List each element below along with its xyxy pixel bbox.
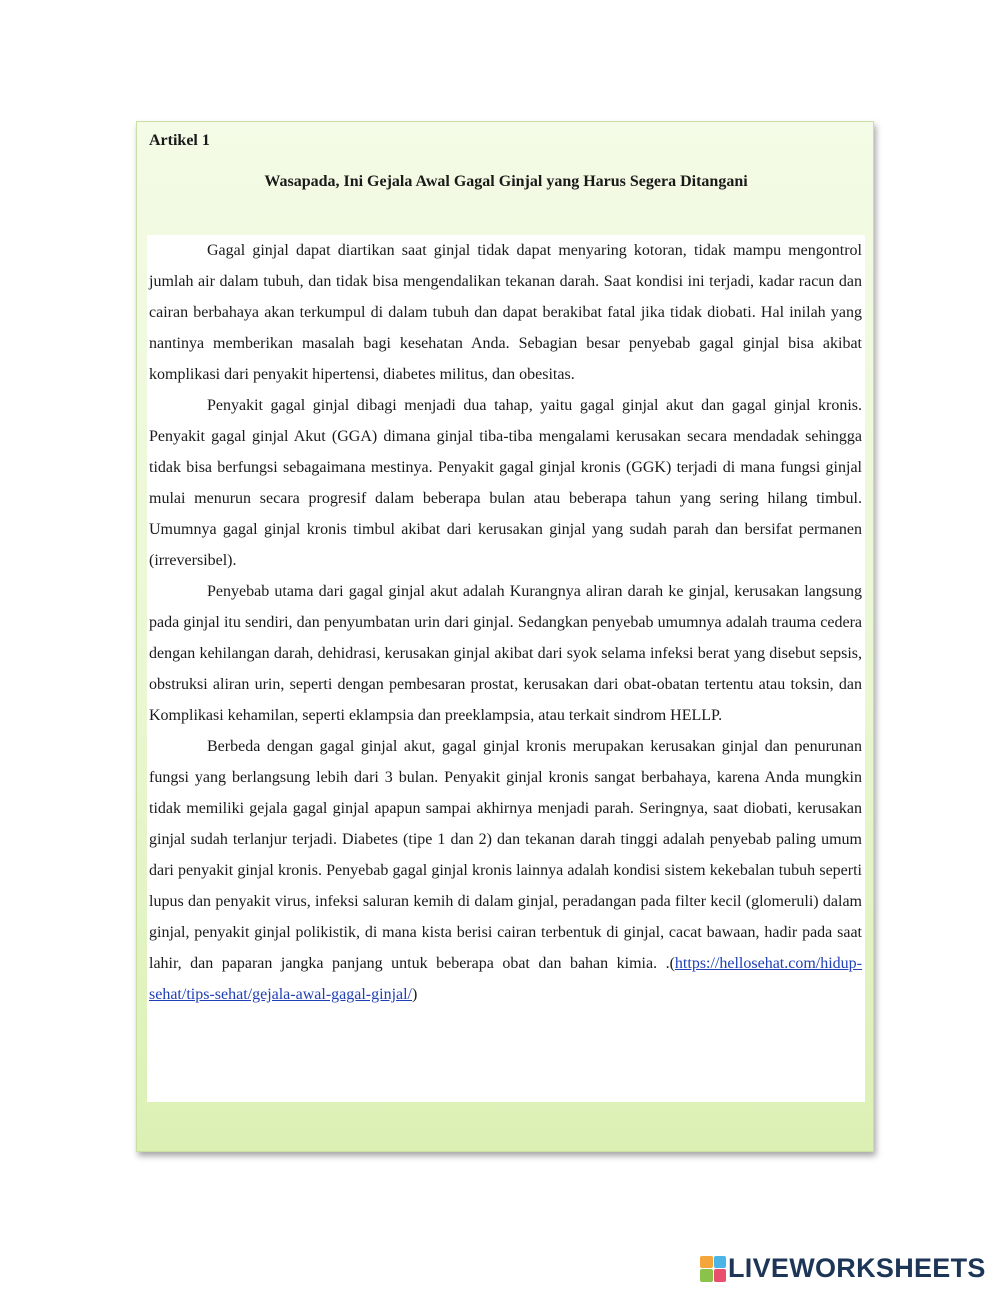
paragraph-2: Penyakit gagal ginjal dibagi menjadi dua tahap, yaitu gagal ginjal akut dan gagal ginjal kronis. Penyakit gagal ginjal Akut (GGA) dimana ginjal tiba-tiba mengalami kerusakan secara mendadak sehingga tidak bisa berfungsi sebagaimana mestinya. Penyakit gagal ginjal kronis (GGK) terjadi di mana fungsi ginjal mulai menurun secara progresif dalam beberapa bulan atau beberapa tahun yang sering hilang timbul. Umumnya gagal ginjal kronis timbul akibat dari kerusakan ginjal yang sudah parah dan bersifat permanen (irreversibel). [149,397,862,569]
brand-name: LIVEWORKSHEETS [728,1253,986,1283]
logo-square-blue [714,1256,727,1269]
paragraph-3: Penyebab utama dari gagal ginjal akut adalah Kurangnya aliran darah ke ginjal, kerusakan langsung pada ginjal itu sendiri, dan penyumbatan urin dari ginjal. Sedangkan penyebab umumnya adalah trauma cedera dengan kehilangan darah, dehidrasi, kerusakan ginjal akibat dari syok selama infeksi berat yang disebut sepsis, obstruksi aliran urin, seperti dengan pembesaran prostat, kerusakan dari obat-obatan tertentu atau toksin, dan Komplikasi kehamilan, seperti eklampsia dan preeklampsia, atau terkait sindrom HELLP. [149,583,862,724]
paragraph-4-text: Berbeda dengan gagal ginjal akut, gagal ginjal kronis merupakan kerusakan ginjal dan penurunan fungsi yang berlangsung lebih dari 3 bulan. Penyakit ginjal kronis sangat berbahaya, karena Anda mungkin tidak memiliki gejala gagal ginjal apapun sampai akhirnya menjadi parah. Seringnya, saat diobati, kerusakan ginjal sudah terlanjur terjadi. Diabetes (tipe 1 dan 2) dan tekanan darah tinggi adalah penyebab paling umum dari penyakit ginjal kronis. Penyebab gagal ginjal kronis lainnya adalah kondisi sistem kekebalan tubuh seperti lupus dan penyakit virus, infeksi saluran kemih di dalam ginjal, peradangan pada filter kecil (glomeruli) dalam ginjal, penyakit ginjal polikistik, di mana kista berisi cairan terbentuk di ginjal, cacat bawaan, hadir pada saat lahir, dan paparan jangka panjang untuk beberapa obat dan bahan kimia. [149,738,862,972]
source-prefix: .( [665,955,675,972]
logo-square-pink [714,1269,727,1282]
logo-square-orange [700,1256,713,1269]
liveworksheets-brand[interactable] [700,1253,986,1284]
article-body [147,235,865,1102]
source-suffix: ) [412,986,418,1003]
article-label: Artikel 1 [149,132,210,149]
article-card [136,121,874,1152]
logo-square-green [700,1269,713,1282]
source-link[interactable]: https://hellosehat.com/hidup-sehat/tips-sehat/gejala-awal-gagal-ginjal/ [149,955,863,1003]
article-title: Wasapada, Ini Gejala Awal Gagal Ginjal yang Harus Segera Ditangani [264,173,748,190]
paragraph-1: Gagal ginjal dapat diartikan saat ginjal tidak dapat menyaring kotoran, tidak mampu mengontrol jumlah air dalam tubuh, dan tidak bisa mengendalikan tekanan darah. Saat kondisi ini terjadi, kadar racun dan cairan berbahaya akan terkumpul di dalam tubuh dan dapat berakibat fatal jika tidak diobati. Hal inilah yang nantinya memberikan masalah bagi kesehatan Anda. Sebagian besar penyebab gagal ginjal bisa akibat komplikasi dari penyakit hipertensi, diabetes militus, dan obesitas. [149,242,862,383]
paragraph-4 [149,731,862,1010]
liveworksheets-logo-icon [700,1256,726,1282]
